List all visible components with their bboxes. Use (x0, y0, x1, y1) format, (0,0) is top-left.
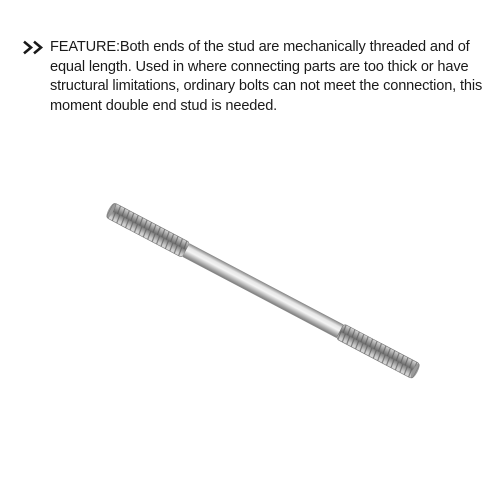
smooth-shaft (183, 244, 344, 338)
left-thread (105, 202, 190, 258)
double-chevron-right-icon (22, 38, 48, 57)
right-thread (336, 324, 421, 380)
stud-rod (105, 202, 422, 380)
double-end-stud-image (60, 170, 460, 420)
feature-section (22, 38, 488, 116)
feature-description: FEATURE:Both ends of the stud are mechanically threaded and of equal length. Used in where connecting parts are too thick or have structural limitations, ordinary bolts can not meet the connection, this moment double end stud is needed. (50, 39, 483, 114)
